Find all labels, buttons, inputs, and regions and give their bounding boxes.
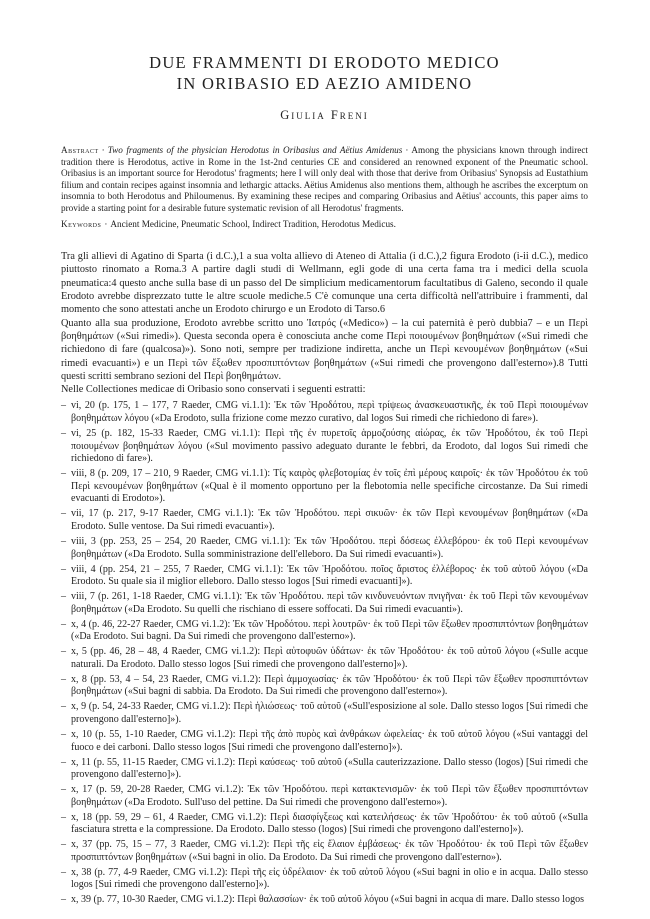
article-title [61, 52, 588, 94]
list-item-text: x, 11 (p. 55, 11-15 Raeder, CMG vi.1.2): Περὶ καύσεως· τοῦ αὐτοῦ («Sulla cauterizzazione. Dallo stesso (logos) [Sui rimedi che provengono dall'esterno]»). [71, 756, 588, 781]
list-item-text: x, 39 (p. 77, 10-30 Raeder, CMG vi.1.2): Περὶ θαλασσίων· ἐκ τοῦ αὐτοῦ λόγου («Sui bagni in acqua di mare. Dallo stesso logos [71, 894, 584, 906]
list-item: – vi, 20 (p. 175, 1 – 177, 7 Raeder, CMG vi.1.1): Ἐκ τῶν Ἡροδότου, περὶ τρίψεως ἀνασκευαστικῆς, ἐκ τοῦ Περὶ ποιουμένων βοηθημάτων λόγου («Da Erodoto, sulla frizione come mezzo curativo, dal logos Sui rimedi che richiedono di fare»). [61, 400, 588, 425]
title-line-2: IN ORIBASIO ED AEZIO AMIDENO [176, 74, 473, 93]
list-item: – viii, 8 (p. 209, 17 – 210, 9 Raeder, CMG vi.1.1): Τίς καιρὸς φλεβοτομίας ἐν τοῖς ἐπὶ μέρους καιροῖς· ἐκ τῶν Ἡροδότου ἐκ τοῦ Περὶ κενουμένων βοηθημάτων («Qual è il momento opportuno per la flebotomia nelle specifiche circostanze. Da Sui rimedi evacuanti di Erodoto»). [61, 468, 588, 505]
list-item: – vi, 25 (p. 182, 15-33 Raeder, CMG vi.1.1): Περὶ τῆς ἐν πυρετοῖς ἁρμοζούσης αἰώρας, ἐκ τῶν Ἡροδότου, ἐκ τοῦ Περὶ ποιουμένων βοηθημάτων λόγου («Sul movimento passivo adeguato durante le febbri, da Erodoto, dal logos Sui rimedi che richiedono di fare»). [61, 428, 588, 465]
list-item: – viii, 4 (pp. 254, 21 – 255, 7 Raeder, CMG vi.1.1): Ἐκ τῶν Ἡροδότου. ποῖος ἄριστος ἐλλέβορος· ἐκ τοῦ αὐτοῦ λόγου («Da Erodoto. Su quale sia il miglior elleboro. Dallo stesso logos [Sui rimedi evacuanti]»). [61, 563, 588, 588]
list-item-text: x, 17 (p. 59, 20-28 Raeder, CMG vi.1.2): Ἐκ τῶν Ἡροδότου. περὶ κατακτενισμῶν· ἐκ τοῦ Περὶ τῶν ἔξωθεν προσπιπτόντων βοηθημάτων («Da Erodoto. Sull'uso del pettine. Da Sui rimedi che provengono dall'esterno»). [71, 784, 588, 808]
list-item: – x, 11 (p. 55, 11-15 Raeder, CMG vi.1.2): Περὶ καύσεως· τοῦ αὐτοῦ («Sulla cauterizzazione. Dallo stesso (logos) [Sui rimedi che provengono dall'esterno]»). [61, 756, 588, 781]
list-item: – vii, 17 (p. 217, 9-17 Raeder, CMG vi.1.1): Ἐκ τῶν Ἡροδότου. περὶ σικυῶν· ἐκ τῶν Περὶ κενουμένων βοηθημάτων («Da Erodoto. Sulle ventose. Da Sui rimedi evacuanti»). [61, 508, 588, 532]
abstract-text: Among the physicians known through indirect tradition there is Herodotus, active in Rome in the 1st-2nd centuries CE and considered an renowned exponent of the Pneumatic school. Oribasius is an important source for Herodotus' fragments; here I will only deal with those that derive from Oribasius' Synopsis ad Eustathium filium and contain recipes against insomnia and lethargic attacks. Aëtius Amidenus also mentions them, although he ascribes the excerptum on insomnia to both Herodotus and Philoumenus. By examining these recipes and comparing Oribasius and Aëtius' accounts, this paper aims to provide a starting point for a desirable future systematic revision of all Herodotus' fragments. [61, 145, 588, 213]
body-paragraph-3: Nelle Collectiones medicae di Oribasio sono conservati i seguenti estratti: [61, 384, 366, 396]
list-item-text: x, 10 (p. 55, 1-10 Raeder, CMG vi.1.2): Περὶ τῆς ἀπὸ πυρὸς καὶ ἀνθράκων ὠφελείας· ἐκ τοῦ αὐτοῦ λόγου («Sui vantaggi del fuoco e dei carboni. Dallo stesso logos [Sui rimedi che provengono dall'esterno]»). [71, 728, 588, 753]
list-item-text: x, 4 (p. 46, 22-27 Raeder, CMG vi.1.2): Ἐκ τῶν Ἡροδότου. περὶ λουτρῶν· ἐκ τοῦ Περὶ τῶν ἔξωθεν προσπιπτόντων βοηθημάτων («Da Erodoto. Sui bagni. Da Sui rimedi che provengono dall'esterno»). [71, 618, 588, 643]
list-item: – viii, 7 (p. 261, 1-18 Raeder, CMG vi.1.1): Ἐκ τῶν Ἡροδότου. περὶ τῶν κινδυνευόντων πνιγῆναι· ἐκ τοῦ Περὶ τῶν κενουμένων βοηθημάτων («Da Erodoto. Su quelli che rischiano di essere soffocati. Da Sui rimedi evacuanti»). [61, 591, 588, 615]
list-item-text: x, 18 (pp. 59, 29 – 61, 4 Raeder, CMG vi.1.2): Περὶ διασφίγξεως καὶ κατειλήσεως· ἐκ τῶν Ἡροδότου· ἐκ τοῦ αὐτοῦ («Sulla fasciatura stretta e la compressione. Da Erodoto. Dallo stesso (logos) [Sui rimedi che provengono dall'esterno]»). [71, 811, 588, 836]
list-item-text: vi, 20 (p. 175, 1 – 177, 7 Raeder, CMG vi.1.1): Ἐκ τῶν Ἡροδότου, περὶ τρίψεως ἀνασκευαστικῆς, ἐκ τοῦ Περὶ ποιουμένων βοηθημάτων λόγου («Da Erodoto, sulla frizione come mezzo curativo, dal logos Sui rimedi che richiedono di fare»). [71, 400, 588, 425]
list-item-text: vii, 17 (p. 217, 9-17 Raeder, CMG vi.1.1): Ἐκ τῶν Ἡροδότου. περὶ σικυῶν· ἐκ τῶν Περὶ κενουμένων βοηθημάτων («Da Erodoto. Sulle ventose. Da Sui rimedi evacuanti»). [71, 508, 588, 532]
list-item: – x, 39 (p. 77, 10-30 Raeder, CMG vi.1.2): Περὶ θαλασσίων· ἐκ τοῦ αὐτοῦ λόγου («Sui bagni in acqua di mare. Dallo stesso logos [61, 894, 584, 906]
list-item-text: x, 9 (p. 54, 24-33 Raeder, CMG vi.1.2): Περὶ ἡλιώσεως· τοῦ αὐτοῦ («Sull'esposizione al sole. Dallo stesso logos [Sui rimedi che provengono dall'esterno]»). [71, 701, 588, 725]
keywords: Keywords · Ancient Medicine, Pneumatic School, Indirect Tradition, Herodotus Medicus. [61, 218, 396, 229]
list-item: – x, 4 (p. 46, 22-27 Raeder, CMG vi.1.2): Ἐκ τῶν Ἡροδότου. περὶ λουτρῶν· ἐκ τοῦ Περὶ τῶν ἔξωθεν προσπιπτόντων βοηθημάτων («Da Erodoto. Sui bagni. Da Sui rimedi che provengono dall'esterno»). [61, 618, 588, 643]
list-item: – viii, 3 (pp. 253, 25 – 254, 20 Raeder, CMG vi.1.1): Ἐκ τῶν Ἡροδότου. περὶ δόσεως ἐλλεβόρου· ἐκ τοῦ Περὶ κενουμένων βοηθημάτων («Da Erodoto. Sulla somministrazione dell'elleboro. Da Sui rimedi evacuanti»). [61, 535, 588, 560]
article-body [61, 250, 588, 396]
list-item-text: x, 5 (pp. 46, 28 – 48, 4 Raeder, CMG vi.1.2): Περὶ αὐτοφυῶν ὑδάτων· ἐκ τῶν Ἡροδότου· ἐκ τοῦ αὐτοῦ λόγου («Sulle acque naturali. Da Erodoto. Dallo stesso logos [Sui rimedi che provengono dall'esterno]»). [71, 646, 588, 670]
title-line-1: DUE FRAMMENTI DI ERODOTO MEDICO [149, 53, 500, 72]
abstract-label: Abstract [61, 145, 99, 155]
body-paragraph-1: Tra gli allievi di Agatino di Sparta (i d.C.),1 a sua volta allievo di Ateneo di Attalia (i d.C.),2 figura Erodoto (i-ii d.C.), medico piuttosto rinomato a Roma.3 A partire dagli studi di Wellmann, egli gode di una certa fama tra i medici della scuola pneumatica:4 questo anche sulla base di un passo del De simplicium medicamentorum facultatibus di Galeno, secondo il quale Erodoto avrebbe disprezzato tutte le altre scuole mediche.5 C'è comunque una certa difficoltà nell'attribuire i frammenti, dal momento che sono attestati anche un Erodoto chirurgo e un Erodoto di Tarso.6 [61, 251, 588, 316]
list-item: – x, 37 (pp. 75, 15 – 77, 3 Raeder, CMG vi.1.2): Περὶ τῆς εἰς ἔλαιον ἐμβάσεως· ἐκ τῶν Ἡροδότου· ἐκ τοῦ Περὶ τῶν ἔξωθεν προσπιπτόντων βοηθημάτων («Sui bagni in olio. Da Erodoto. Da Sui rimedi che provengono dall'esterno»). [61, 839, 588, 863]
list-item: – x, 9 (p. 54, 24-33 Raeder, CMG vi.1.2): Περὶ ἡλιώσεως· τοῦ αὐτοῦ («Sull'esposizione al sole. Dallo stesso logos [Sui rimedi che provengono dall'esterno]»). [61, 701, 588, 725]
list-item: – x, 10 (p. 55, 1-10 Raeder, CMG vi.1.2): Περὶ τῆς ἀπὸ πυρὸς καὶ ἀνθράκων ὠφελείας· ἐκ τοῦ αὐτοῦ λόγου («Sui vantaggi del fuoco e dei carboni. Dallo stesso logos [Sui rimedi che provengono dall'esterno]»). [61, 728, 588, 753]
keywords-text: Ancient Medicine, Pneumatic School, Indirect Tradition, Herodotus Medicus. [110, 218, 396, 229]
list-item-text: viii, 3 (pp. 253, 25 – 254, 20 Raeder, CMG vi.1.1): Ἐκ τῶν Ἡροδότου. περὶ δόσεως ἐλλεβόρου· ἐκ τοῦ Περὶ κενουμένων βοηθημάτων («Da Erodoto. Sulla somministrazione dell'elleboro. Da Sui rimedi evacuanti»). [71, 535, 588, 560]
list-item-text: viii, 4 (pp. 254, 21 – 255, 7 Raeder, CMG vi.1.1): Ἐκ τῶν Ἡροδότου. ποῖος ἄριστος ἐλλέβορος· ἐκ τοῦ αὐτοῦ λόγου («Da Erodoto. Su quale sia il miglior elleboro. Dallo stesso logos [Sui rimedi evacuanti]»). [71, 563, 588, 588]
list-item: – x, 18 (pp. 59, 29 – 61, 4 Raeder, CMG vi.1.2): Περὶ διασφίγξεως καὶ κατειλήσεως· ἐκ τῶν Ἡροδότου· ἐκ τοῦ αὐτοῦ («Sulla fasciatura stretta e la compressione. Da Erodoto. Dallo stesso (logos) [Sui rimedi che provengono dall'esterno]»). [61, 811, 588, 836]
keywords-label: Keywords [61, 218, 102, 229]
list-item: – x, 8 (pp. 53, 4 – 54, 23 Raeder, CMG vi.1.2): Περὶ ἀμμοχωσίας· ἐκ τῶν Ἡροδότου· ἐκ τοῦ Περὶ τῶν ἔξωθεν προσπιπτόντων βοηθημάτων («Sui bagni di sabbia. Da Erodoto. Da Sui rimedi che provengono dall'esterno»). [61, 673, 588, 698]
list-item-text: x, 37 (pp. 75, 15 – 77, 3 Raeder, CMG vi.1.2): Περὶ τῆς εἰς ἔλαιον ἐμβάσεως· ἐκ τῶν Ἡροδότου· ἐκ τοῦ Περὶ τῶν ἔξωθεν προσπιπτόντων βοηθημάτων («Sui bagni in olio. Da Erodoto. Da Sui rimedi che provengono dall'esterno»). [71, 839, 588, 863]
list-item-text: x, 38 (p. 77, 4-9 Raeder, CMG vi.1.2): Περὶ τῆς εἰς ὑδρέλαιον· ἐκ τοῦ αὐτοῦ λόγου («Sui bagni in olio e in acqua. Dallo stesso logos [Sui rimedi che provengono dall'esterno]»). [71, 866, 588, 891]
list-item: – x, 38 (p. 77, 4-9 Raeder, CMG vi.1.2): Περὶ τῆς εἰς ὑδρέλαιον· ἐκ τοῦ αὐτοῦ λόγου («Sui bagni in olio e in acqua. Dallo stesso logos [Sui rimedi che provengono dall'esterno]»). [61, 866, 588, 891]
body-paragraph-2: Quanto alla sua produzione, Erodoto avrebbe scritto uno Ἰατρός («Medico») – la cui paternità è però dubbia7 – e un Περὶ βοηθημάτων («Sui rimedi»). Questa seconda opera è conosciuta anche come Περὶ ποιουμένων βοηθημάτων («Sui rimedi che richiedono di fare (qualcosa)»). Sono noti, sempre per tradizione indiretta, anche un Περὶ κενουμένων βοηθημάτων («Sui rimedi evacuanti») e un Περὶ τῶν ἔξωθεν προσπιπτόντων βοηθημάτων («Sui rimedi che provengono dall'esterno»).8 Tutti questi scritti sembrano sezioni del Περὶ βοηθημάτων. [61, 317, 588, 382]
abstract-english-title: Two fragments of the physician Herodotus in Oribasius and Aëtius Amidenus [107, 145, 403, 155]
excerpt-list [61, 400, 588, 907]
list-item-text: x, 8 (pp. 53, 4 – 54, 23 Raeder, CMG vi.1.2): Περὶ ἀμμοχωσίας· ἐκ τῶν Ἡροδότου· ἐκ τοῦ Περὶ τῶν ἔξωθεν προσπιπτόντων βοηθημάτων («Sui bagni di sabbia. Da Erodoto. Da Sui rimedi che provengono dall'esterno»). [71, 673, 588, 698]
abstract: Abstract · Two fragments of the physician Herodotus in Oribasius and Aëtius Amidenus · Among the physicians known through indirect tradition there is Herodotus, active in Rome in the 1st-2nd centuries CE and considered an renowned exponent of the Pneumatic school. Oribasius is an important source for Herodotus' fragments; here I will only deal with those that derive from Oribasius' Synopsis ad Eustathium filium and contain recipes against insomnia and lethargic attacks. Aëtius Amidenus also mentions them, although he ascribes the excerptum on insomnia to both Herodotus and Philoumenus. By examining these recipes and comparing Oribasius and Aëtius' accounts, this paper aims to provide a starting point for a desirable future systematic revision of all Herodotus' fragments. [61, 145, 588, 213]
list-item-text: vi, 25 (p. 182, 15-33 Raeder, CMG vi.1.1): Περὶ τῆς ἐν πυρετοῖς ἁρμοζούσης αἰώρας, ἐκ τῶν Ἡροδότου, ἐκ τοῦ Περὶ ποιουμένων βοηθημάτων λόγου («Sul movimento passivo adeguato durante le febbri, da Erodoto, dal logos Sui rimedi che richiedono di fare»). [71, 428, 588, 465]
list-item: – x, 17 (p. 59, 20-28 Raeder, CMG vi.1.2): Ἐκ τῶν Ἡροδότου. περὶ κατακτενισμῶν· ἐκ τοῦ Περὶ τῶν ἔξωθεν προσπιπτόντων βοηθημάτων («Da Erodoto. Sull'uso del pettine. Da Sui rimedi che provengono dall'esterno»). [61, 784, 588, 808]
list-item: – x, 5 (pp. 46, 28 – 48, 4 Raeder, CMG vi.1.2): Περὶ αὐτοφυῶν ὑδάτων· ἐκ τῶν Ἡροδότου· ἐκ τοῦ αὐτοῦ λόγου («Sulle acque naturali. Da Erodoto. Dallo stesso logos [Sui rimedi che provengono dall'esterno]»). [61, 646, 588, 670]
list-item-text: viii, 7 (p. 261, 1-18 Raeder, CMG vi.1.1): Ἐκ τῶν Ἡροδότου. περὶ τῶν κινδυνευόντων πνιγῆναι· ἐκ τοῦ Περὶ τῶν κενουμένων βοηθημάτων («Da Erodoto. Su quelli che rischiano di essere soffocati. Da Sui rimedi evacuanti»). [71, 591, 588, 615]
list-item-text: viii, 8 (p. 209, 17 – 210, 9 Raeder, CMG vi.1.1): Τίς καιρὸς φλεβοτομίας ἐν τοῖς ἐπὶ μέρους καιροῖς· ἐκ τῶν Ἡροδότου ἐκ τοῦ Περὶ κενουμένων βοηθημάτων («Qual è il momento opportuno per la flebotomia nelle specifiche circostanze. Da Sui rimedi evacuanti di Erodoto»). [71, 468, 588, 505]
author-name: Giulia Freni [280, 108, 369, 122]
